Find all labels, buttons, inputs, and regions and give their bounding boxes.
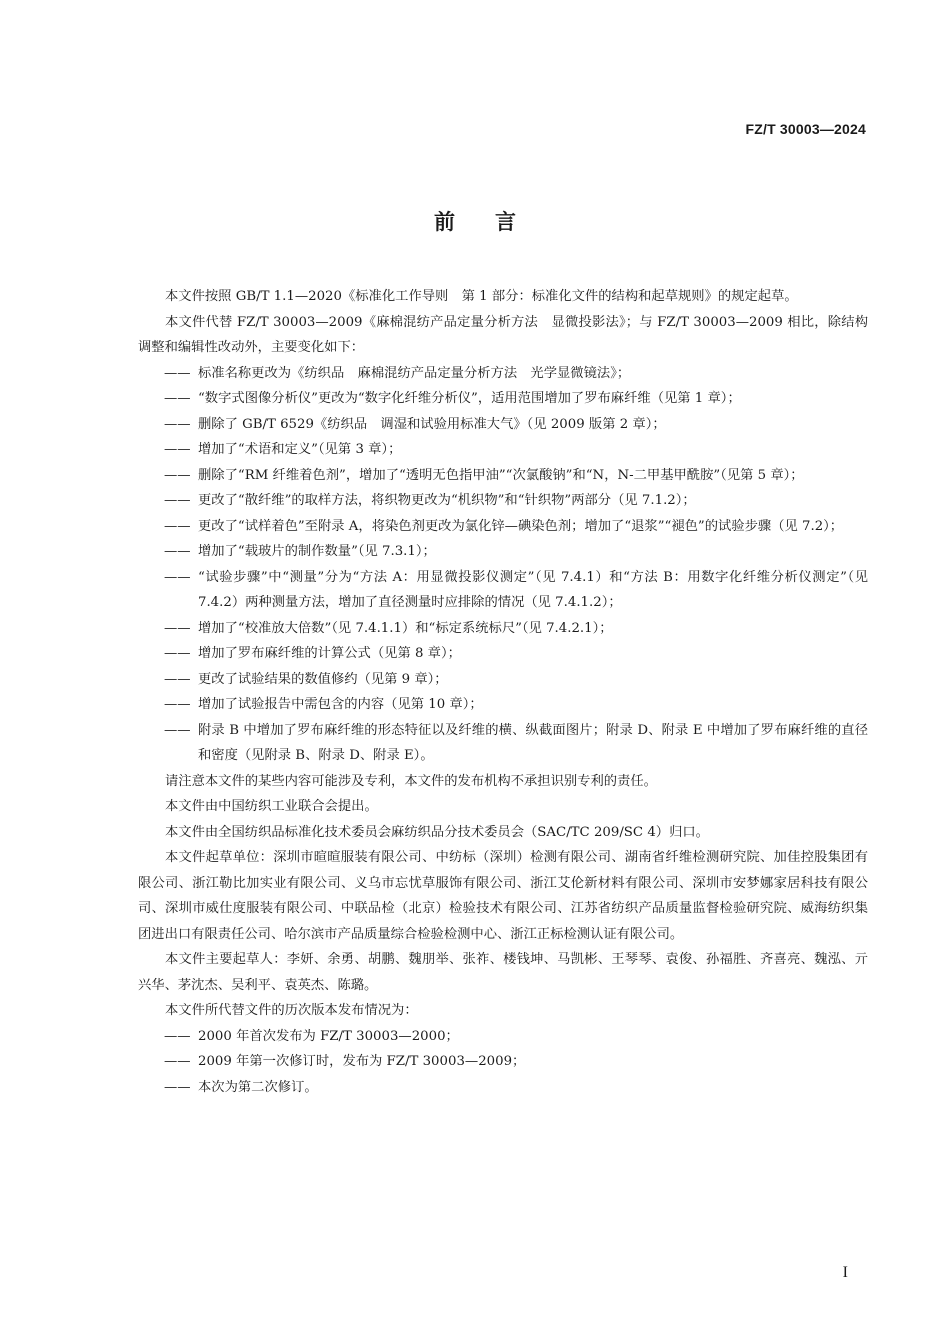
dash-mark: ——	[164, 544, 191, 559]
dash-mark: ——	[164, 697, 191, 712]
dash-mark: ——	[164, 722, 191, 738]
change-item: —— 增加了“校准放大倍数”（见 7.4.1.1）和“标定系统标尺”（见 7.4.2.1）；	[138, 616, 868, 642]
change-list	[138, 361, 868, 769]
history-item: —— 2009 年第一次修订时，发布为 FZ/T 30003—2009；	[138, 1049, 868, 1075]
drafting-units: 本文件起草单位：深圳市暄暄服装有限公司、中纺标（深圳）检测有限公司、湖南省纤维检测研究院、加佳控股集团有限公司、浙江勒比加实业有限公司、义乌市忘忧草服饰有限公司、浙江艾伦新材料有限公司、深圳市安梦娜家居科技有限公司、深圳市威仕度服装有限公司、中联品检（北京）检验技术有限公司、江苏省纺织产品质量监督检验研究院、威海纺织集团进出口有限责任公司、哈尔滨市产品质量综合检验检测中心、浙江正标检测认证有限公司。	[138, 850, 868, 942]
proposer: 本文件由中国纺织工业联合会提出。	[165, 799, 378, 814]
dash-mark: ——	[164, 620, 191, 636]
dash-mark: ——	[164, 646, 191, 661]
dash-mark: ——	[164, 671, 191, 687]
history-item: —— 2000 年首次发布为 FZ/T 30003—2000；	[138, 1024, 868, 1050]
document-body	[138, 284, 868, 1100]
dash-mark: ——	[164, 467, 191, 483]
change-item: —— 更改了试验结果的数值修约（见第 9 章）；	[138, 667, 868, 693]
dash-mark: ——	[164, 391, 191, 406]
change-item: —— 增加了罗布麻纤维的计算公式（见第 8 章）；	[138, 641, 868, 667]
page-title: 前言	[434, 210, 556, 234]
dash-mark: ——	[164, 569, 191, 585]
change-item: —— “试验步骤”中“测量”分为“方法 A：用显微投影仪测定”（见 7.4.1）和“方法 B：用数字化纤维分析仪测定”（见 7.4.2）两种测量方法，增加了直径测量时应排除的情况（见 7.4.1.2）；	[138, 565, 868, 616]
change-item: —— 更改了“散纤维”的取样方法，将织物更改为“机织物”和“针织物”两部分（见 7.1.2）；	[138, 488, 868, 514]
change-item: —— 增加了“载玻片的制作数量”（见 7.3.1）；	[138, 539, 868, 565]
dash-mark: ——	[164, 493, 191, 508]
change-item: —— 附录 B 中增加了罗布麻纤维的形态特征以及纤维的横、纵截面图片；附录 D、附录 E 中增加了罗布麻纤维的直径和密度（见附录 B、附录 D、附录 E）。	[138, 718, 868, 769]
dash-mark: ——	[164, 518, 191, 534]
dash-mark: ——	[164, 1054, 191, 1069]
change-item: —— 增加了试验报告中需包含的内容（见第 10 章）；	[138, 692, 868, 718]
standard-number: FZ/T 30003—2024	[745, 121, 866, 137]
history-item: —— 本次为第二次修订。	[138, 1075, 868, 1101]
dash-mark: ——	[164, 442, 191, 457]
history-intro: 本文件所代替文件的历次版本发布情况为：	[165, 1003, 418, 1018]
change-item: —— 标准名称更改为《纺织品 麻棉混纺产品定量分析方法 光学显微镜法》；	[138, 361, 868, 387]
committee: 本文件由全国纺织品标准化技术委员会麻纺织品分技术委员会（SAC/TC 209/SC 4）归口。	[165, 824, 709, 840]
dash-mark: ——	[164, 1028, 191, 1044]
patent-notice: 请注意本文件的某些内容可能涉及专利，本文件的发布机构不承担识别专利的责任。	[165, 773, 657, 789]
page-number: I	[842, 1264, 848, 1281]
paragraph: 本文件代替 FZ/T 30003—2009《麻棉混纺产品定量分析方法 显微投影法》；与 FZ/T 30003—2009 相比，除结构调整和编辑性改动外，主要变化如下：	[138, 314, 868, 355]
change-item: —— 删除了“RM 纤维着色剂”，增加了“透明无色指甲油”“次氯酸钠”和“N，N-二甲基甲酰胺”（见第 5 章）；	[138, 463, 868, 489]
dash-mark: ——	[164, 1079, 191, 1095]
paragraph: 本文件按照 GB/T 1.1—2020《标准化工作导则 第 1 部分：标准化文件的结构和起草规则》的规定起草。	[165, 289, 798, 304]
drafters: 本文件主要起草人：李妍、余勇、胡鹏、魏朋举、张祚、楼钱坤、马凯彬、王琴琴、袁俊、孙福胜、齐喜亮、魏泓、亓兴华、茅沈杰、吴利平、袁英杰、陈璐。	[138, 952, 868, 993]
change-item: —— 更改了“试样着色”至附录 A，将染色剂更改为氯化锌—碘染色剂；增加了“退浆”“褪色”的试验步骤（见 7.2）；	[138, 514, 868, 540]
change-item: —— 删除了 GB/T 6529《纺织品 调湿和试验用标准大气》（见 2009 版第 2 章）；	[138, 412, 868, 438]
change-item: —— 增加了“术语和定义”（见第 3 章）；	[138, 437, 868, 463]
dash-mark: ——	[164, 416, 191, 432]
dash-mark: ——	[164, 365, 191, 381]
change-item: —— “数字式图像分析仪”更改为“数字化纤维分析仪”，适用范围增加了罗布麻纤维（见第 1 章）；	[138, 386, 868, 412]
history-list	[138, 1024, 868, 1101]
